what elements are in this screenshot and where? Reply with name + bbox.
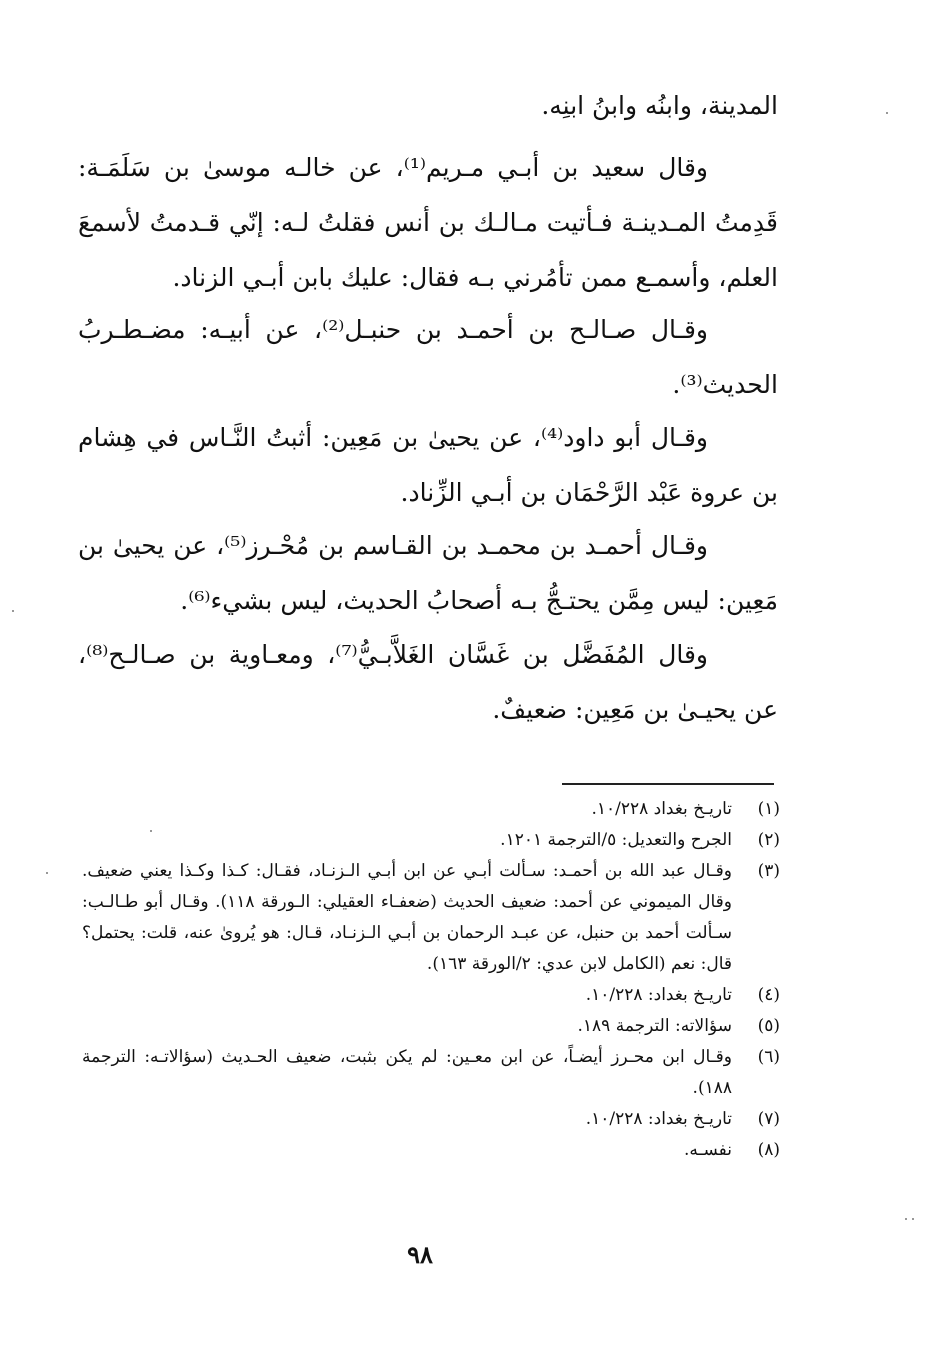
scan-speck	[150, 830, 152, 832]
main-text-block	[78, 410, 778, 520]
footnote-number: (٦)	[757, 1047, 780, 1067]
main-text-block	[78, 302, 778, 412]
paragraph-4: وقـال أبو داود⁽⁴⁾، عن يحيىٰ بن مَعِين: أثبتُ النَّـاس في هِشام بن عروة عَبْد الرَّحْمَان بن أبـي الزِّناد.	[78, 423, 778, 507]
scan-speck	[912, 1218, 914, 1220]
paragraph-3: وقـال صـالـح بن أحمـد بن حنبـل⁽²⁾، عن أبيـه: مضـطـربُ الحديث⁽³⁾.	[78, 315, 778, 399]
footnote-2	[82, 825, 780, 856]
footnote-5	[82, 1011, 780, 1042]
footnote-number: (١)	[757, 799, 780, 819]
footnote-text: الجرح والتعديل: ٥/الترجمة ١٢٠١.	[500, 830, 732, 850]
footnote-number: (٥)	[757, 1016, 780, 1036]
footnote-number: (٤)	[757, 985, 780, 1005]
scan-speck	[12, 610, 14, 612]
footnote-number: (٧)	[757, 1109, 780, 1129]
paragraph-1: المدينة، وابنُه وابنُ ابنِه.	[541, 91, 778, 120]
footnote-number: (٨)	[757, 1140, 780, 1160]
footnote-text: تاريـخ بغداد: ١٠/٢٢٨.	[585, 1109, 732, 1129]
paragraph-2: وقال سعيد بن أبـي مـريم⁽¹⁾، عن خالـه موسىٰ بن سَلَمَـة: قَدِمتُ المـدينـة فـأتيت مـالـك بن أنس فقلتُ لـه: إنّي قـدمتُ لأسمعَ العلم، وأسمـع ممن تأمُرني بـه فقال: عليك بابن أبـي الزناد.	[78, 153, 778, 292]
footnote-text: تاريـخ بغداد: ١٠/٢٢٨.	[585, 985, 732, 1005]
footnote-number: (٣)	[757, 861, 780, 881]
footnote-text: وقـال ابن محـرز أيضـاً، عن ابن معـين: لم يكن بثبت، ضعيف الحـديث (سؤالاتـه: الترجمة ١٨٨).	[82, 1047, 732, 1098]
footnote-separator	[562, 783, 774, 785]
footnote-text: نفسـه.	[684, 1140, 732, 1160]
paragraph-6: وقال المُفَضَّل بن غَسَّان الغَلاَّبـيُّ⁽⁷⁾، ومعـاوية بن صـالـح⁽⁸⁾، عن يحيـىٰ بن مَعِين: ضعيفٌ.	[78, 640, 778, 724]
footnote-number: (٢)	[757, 830, 780, 850]
footnote-1	[82, 794, 780, 825]
main-text-block	[78, 627, 778, 737]
paragraph-5: وقـال أحمـد بن محمـد بن القـاسم بن مُحْـرز⁽⁵⁾، عن يحيىٰ بن مَعِين: ليس مِمَّن يحتـجُّ بـه أصحابُ الحديث، ليس بشيء⁽⁶⁾.	[78, 531, 778, 615]
main-text-block	[78, 78, 778, 133]
footnote-text: سؤالاته: الترجمة ١٨٩.	[577, 1016, 732, 1036]
main-text-block	[78, 140, 778, 305]
footnotes-list	[82, 794, 780, 1166]
scan-speck	[46, 872, 48, 874]
footnote-7	[82, 1104, 780, 1135]
footnote-text: وقـال عبد الله بن أحمـد: سـألت أبـي عن ابن أبـي الـزنـاد، فقـال: كـذا وكـذا يعني ضعيف. وقال الميموني عن أحمد: ضعيف الحديث (ضعفـاء العقيلي: الـورقة ١١٨). وقـال أبو طـالـب: سـألت أحمد بن حنبل، عن عبـد الرحمان بن أبـي الـزنـاد، قـال: هو يُروىٰ عنه، قلت: يحتمل؟ قال: نعم (الكامل لابن عدي: ٢/الورقة ١٦٣).	[82, 861, 732, 974]
footnote-8	[82, 1135, 780, 1166]
main-text-block	[78, 518, 778, 628]
scan-speck	[905, 1218, 907, 1220]
footnote-6	[82, 1042, 780, 1104]
page-number: ٩٨	[407, 1240, 433, 1269]
footnote-3	[82, 856, 780, 980]
footnote-4	[82, 980, 780, 1011]
footnote-text: تاريـخ بغداد ١٠/٢٢٨.	[591, 799, 732, 819]
scan-speck	[886, 112, 888, 114]
